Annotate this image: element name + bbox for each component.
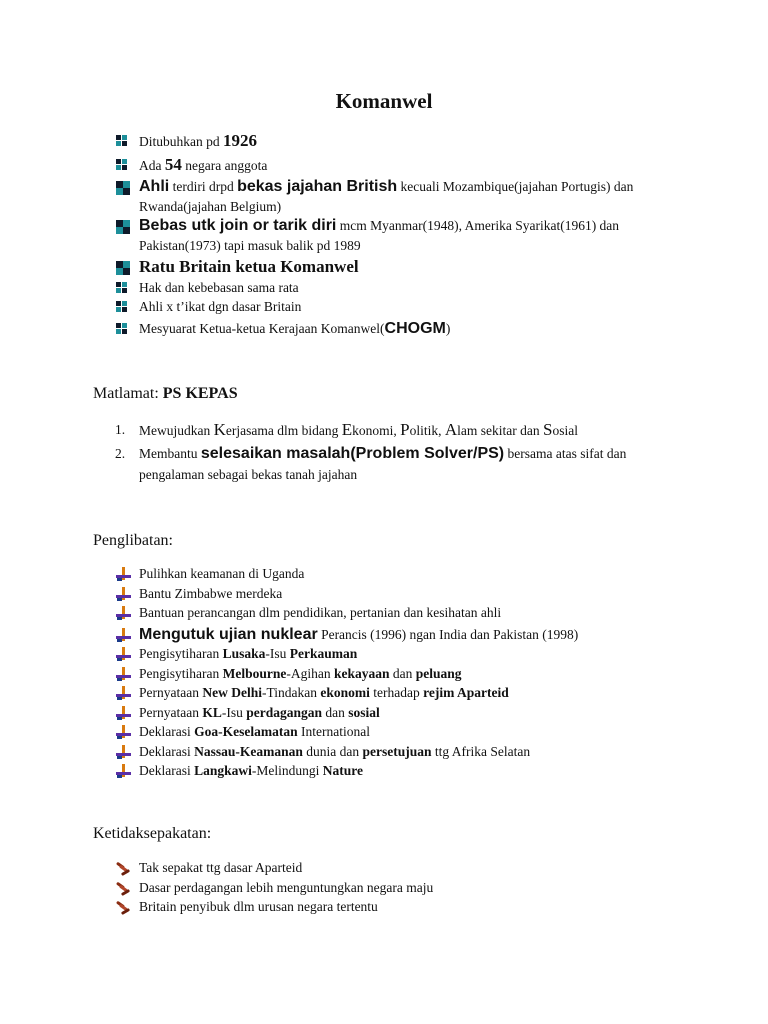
cross-bullet-icon xyxy=(116,745,131,759)
cross-bullet-icon xyxy=(116,567,131,581)
list-item: Bebas utk join or tarik diri mcm Myanmar(1948), Amerika Syarikat(1961) dan Pakistan(1973) tapi masuk balik pd 1989 xyxy=(0,216,768,255)
list-item: Deklarasi Nassau-Keamanan dunia dan persetujuan ttg Afrika Selatan xyxy=(0,742,768,762)
ketidaksepakatan-list xyxy=(0,858,768,917)
cross-bullet-icon xyxy=(116,764,131,778)
list-item: Ratu Britain ketua Komanwel xyxy=(0,257,768,278)
cross-bullet-icon xyxy=(116,686,131,700)
list-item: Ahli x t’ikat dgn dasar Britain xyxy=(0,297,768,317)
matlamat-heading: Matlamat: PS KEPAS xyxy=(93,385,238,402)
list-item: Pulihkan keamanan di Uganda xyxy=(0,564,768,584)
square-bullet-icon xyxy=(116,181,131,196)
list-item: Pengisytiharan Lusaka-Isu Perkauman xyxy=(0,644,768,664)
list-item: Britain penyibuk dlm urusan negara tertentu xyxy=(0,897,768,917)
penglibatan-list xyxy=(0,564,768,781)
list-item: Mengutuk ujian nuklear Perancis (1996) ngan India dan Pakistan (1998) xyxy=(0,625,768,645)
square-bullet-icon xyxy=(116,220,131,235)
square-bullet-icon xyxy=(116,159,129,172)
list-item: Ditubuhkan pd 1926 xyxy=(0,131,768,152)
page-title: Komanwel xyxy=(335,89,433,113)
cross-bullet-icon xyxy=(116,606,131,620)
list-item: Hak dan kebebasan sama rata xyxy=(0,278,768,298)
list-item: Deklarasi Langkawi-Melindungi Nature xyxy=(0,761,768,781)
list-item: Pernyataan New Delhi-Tindakan ekonomi terhadap rejim Aparteid xyxy=(0,683,768,703)
square-bullet-icon xyxy=(116,323,129,336)
list-item: Tak sepakat ttg dasar Aparteid xyxy=(0,858,768,878)
cross-bullet-icon xyxy=(116,628,131,642)
list-item: Pengisytiharan Melbourne-Agihan kekayaan dan peluang xyxy=(0,664,768,684)
cross-bullet-icon xyxy=(116,706,131,720)
list-item: Bantuan perancangan dlm pendidikan, pertanian dan kesihatan ahli xyxy=(0,603,768,623)
intro-list xyxy=(0,131,768,338)
leaf-bullet-icon xyxy=(116,900,130,914)
square-bullet-icon xyxy=(116,282,129,295)
cross-bullet-icon xyxy=(116,725,131,739)
list-item: Pernyataan KL-Isu perdagangan dan sosial xyxy=(0,703,768,723)
list-item: 2. Membantu selesaikan masalah(Problem Solver/PS) bersama atas sifat dan pengalaman sebagai bekas tanah jajahan xyxy=(115,445,627,482)
cross-bullet-icon xyxy=(116,587,131,601)
cross-bullet-icon xyxy=(116,667,131,681)
ketidaksepakatan-heading: Ketidaksepakatan: xyxy=(93,825,212,842)
list-item: Mesyuarat Ketua-ketua Kerajaan Komanwel(CHOGM) xyxy=(0,319,768,339)
square-bullet-icon xyxy=(116,301,129,314)
list-item: Ahli terdiri drpd bekas jajahan British kecuali Mozambique(jajahan Portugis) dan Rwanda(jajahan Belgium) xyxy=(0,177,768,216)
list-item: Bantu Zimbabwe merdeka xyxy=(0,584,768,604)
leaf-bullet-icon xyxy=(116,881,130,895)
leaf-bullet-icon xyxy=(116,861,130,875)
matlamat-list xyxy=(0,419,768,485)
cross-bullet-icon xyxy=(116,647,131,661)
penglibatan-heading: Penglibatan: xyxy=(93,532,173,549)
list-item: Dasar perdagangan lebih menguntungkan negara maju xyxy=(0,878,768,898)
list-item: Ada 54 negara anggota xyxy=(0,155,768,176)
list-item: Deklarasi Goa-Keselamatan International xyxy=(0,722,768,742)
list-item: 1. Mewujudkan Kerjasama dlm bidang Ekonomi, Politik, Alam sekitar dan Sosial xyxy=(115,420,578,439)
square-bullet-icon xyxy=(116,261,131,276)
square-bullet-icon xyxy=(116,135,129,148)
